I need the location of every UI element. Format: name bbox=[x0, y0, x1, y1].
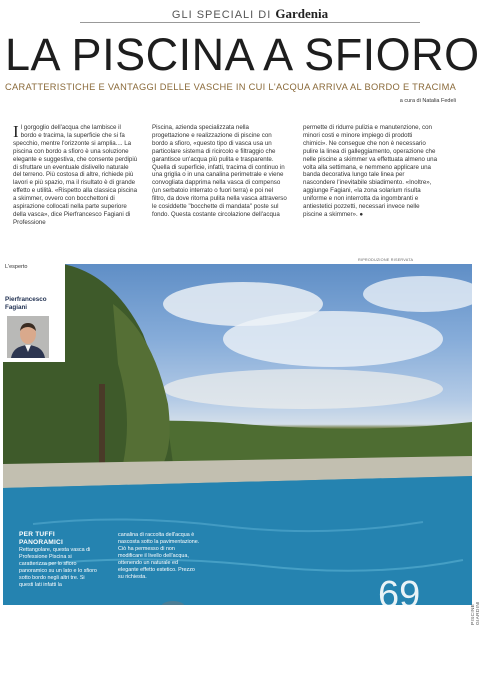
article-title: LA PISCINA A SFIORO bbox=[5, 29, 480, 80]
section-label: PISCINE GIARDINI bbox=[471, 601, 481, 625]
caption-text-2: canalina di raccolta dell'acqua è nascosta sotto la pavimentazione. Ciò ha permesso di non modificare il livello dell'acqua, ottenendo un naturale ed elegante effetto estetico. Prezzo su richiesta. bbox=[118, 532, 200, 580]
cloud bbox=[363, 276, 472, 312]
article-subtitle: CARATTERISTICHE E VANTAGGI DELLE VASCHE IN CUI L'ACQUA ARRIVA AL BORDO E TRACIMA bbox=[5, 82, 457, 92]
cloud bbox=[223, 311, 443, 367]
column-1-text: l gorgoglio dell'acqua che lambisce il bordo e tracima, la superficie che si fa specchio, mentre l'orizzonte si amplia.... La piscina con bordo a sfioro è una soluzione elegante e suggestiva, che consente perdipiù di sfruttare un eventuale dislivello naturale del terreno. Più costosa di altre, richiede più lavori e più spazio, ma il risultato è di grande effetto e utilità. «Rispetto alla classica piscina a skimmer, ovvero con bocchettoni di aspirazione collocati nella parte superiore della vasca», dice Pierfrancesco Fagiani di Professione bbox=[13, 124, 138, 226]
expert-label: L'esperto bbox=[5, 264, 28, 270]
text-column-1 bbox=[13, 124, 138, 264]
drop-cap: I bbox=[13, 124, 19, 141]
tree-trunk bbox=[99, 384, 105, 464]
expert-first-name: Pierfrancesco bbox=[5, 296, 47, 303]
cloud bbox=[163, 369, 443, 409]
page-number: 69 bbox=[378, 574, 421, 616]
article-byline: a cura di Natalia Fedeli bbox=[399, 98, 456, 104]
copyright-note: RIPRODUZIONE RISERVATA bbox=[358, 258, 414, 262]
text-column-2: Piscina, azienda specializzata nella progettazione e realizzazione di piscine con bordo a sfioro, «questo tipo di vasca usa un particolare sistema di ricircolo e filtraggio che garantisce un'acqua più pulita e trasparente. Quella di superficie, infatti, tracima di continuo in una griglia o in una canalina perimetrale e viene convogliata dapprima nella vasca di compenso (un serbatoio interrato o fuori terra) e poi nel filtro, da dove ritorna pulita nella vasca attraverso le cosiddette "bocchette di mandata" poste sul fondo. Questa costante circolazione dell'acqua bbox=[152, 124, 287, 218]
column-3-text: permette di ridurre pulizia e manutenzione, con minori costi e minore impiego di prodotti chimici». Ne consegue che non è necessario pulire la linea di galleggiamento, operazione che nelle piscine a skimmer va effettuata almeno una volta alla settimana, e nemmeno applicare una banda decorativa lungo tale linea per nascondere l'inevitabile sbiadimento. «Inoltre», aggiunge Fagiani, «la zona solarium risulta uniforme e non interrotta da ingombranti e antiestetici pozzetti, necessari invece nelle piscine a skimmer». bbox=[303, 124, 438, 218]
portrait-icon bbox=[7, 316, 49, 358]
kicker-divider bbox=[80, 22, 420, 23]
end-mark: ● bbox=[359, 210, 364, 218]
brand-name: Gardenia bbox=[275, 6, 329, 21]
expert-last-name: Fagiani bbox=[5, 303, 28, 311]
text-column-3 bbox=[303, 124, 438, 264]
caption-text-1: Rettangolare, questa vasca di Professione Piscina si caratterizza per lo sfioro panoramico su un lato e lo sfioro sotto bordo negli altri tre. Si questi lati infatti la bbox=[19, 547, 97, 588]
expert-portrait bbox=[7, 316, 49, 358]
kicker-prefix: GLI SPECIALI DI bbox=[171, 9, 272, 21]
magazine-kicker bbox=[0, 6, 500, 22]
expert-name bbox=[5, 296, 65, 311]
caption-heading: PER TUFFI PANORAMICI bbox=[19, 531, 64, 546]
